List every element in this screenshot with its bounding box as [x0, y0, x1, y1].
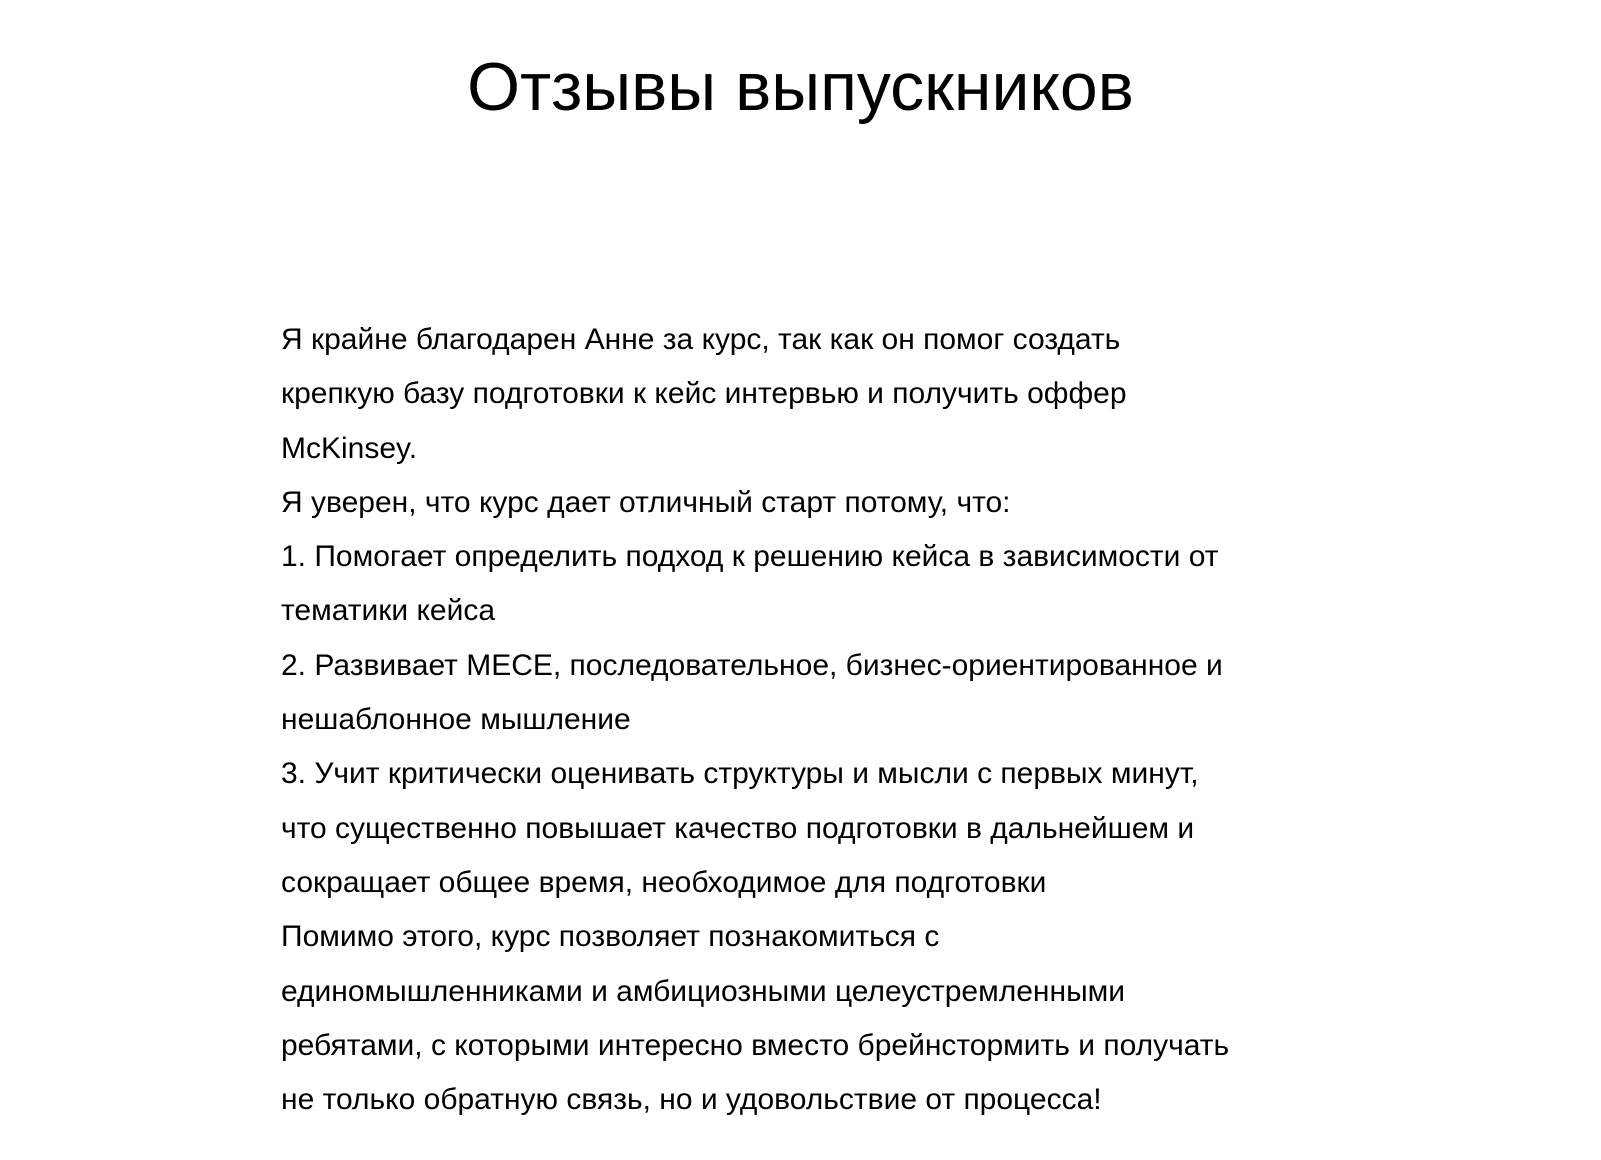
review-list-item-1-cont: тематики кейса — [281, 594, 496, 628]
review-line: McKinsey. — [281, 431, 418, 465]
review-list-item-2-cont: нешаблонное мышление — [281, 703, 631, 737]
review-line: Помимо этого, курс позволяет познакомиться с — [281, 920, 940, 954]
review-line: Я крайне благодарен Анне за курс, так как он помог создать — [281, 323, 1121, 356]
review-line: ребятами, с которыми интересно вместо брейнстормить и получать — [281, 1028, 1230, 1062]
section-title: Отзывы выпускников — [467, 49, 1134, 125]
review-text-block — [281, 313, 1361, 1127]
review-line: Я уверен, что курс дает отличный старт потому, что: — [281, 485, 1011, 519]
review-list-item-3-cont: что существенно повышает качество подготовки в дальнейшем и — [281, 811, 1195, 845]
review-list-item-1: 1. Помогает определить подход к решению кейса в зависимости от — [281, 540, 1219, 574]
review-list-item-3: 3. Учит критически оценивать структуры и мысли с первых минут, — [281, 757, 1199, 791]
review-line: не только обратную связь, но и удовольствие от процесса! — [281, 1083, 1102, 1117]
review-line: единомышленниками и амбициозными целеустремленными — [281, 974, 1126, 1008]
review-list-item-3-cont: сокращает общее время, необходимое для подготовки — [281, 865, 1047, 899]
review-list-item-2: 2. Развивает MECE, последовательное, бизнес-ориентированное и — [281, 648, 1223, 682]
review-line: крепкую базу подготовки к кейс интервью и получить оффер — [281, 377, 1127, 411]
